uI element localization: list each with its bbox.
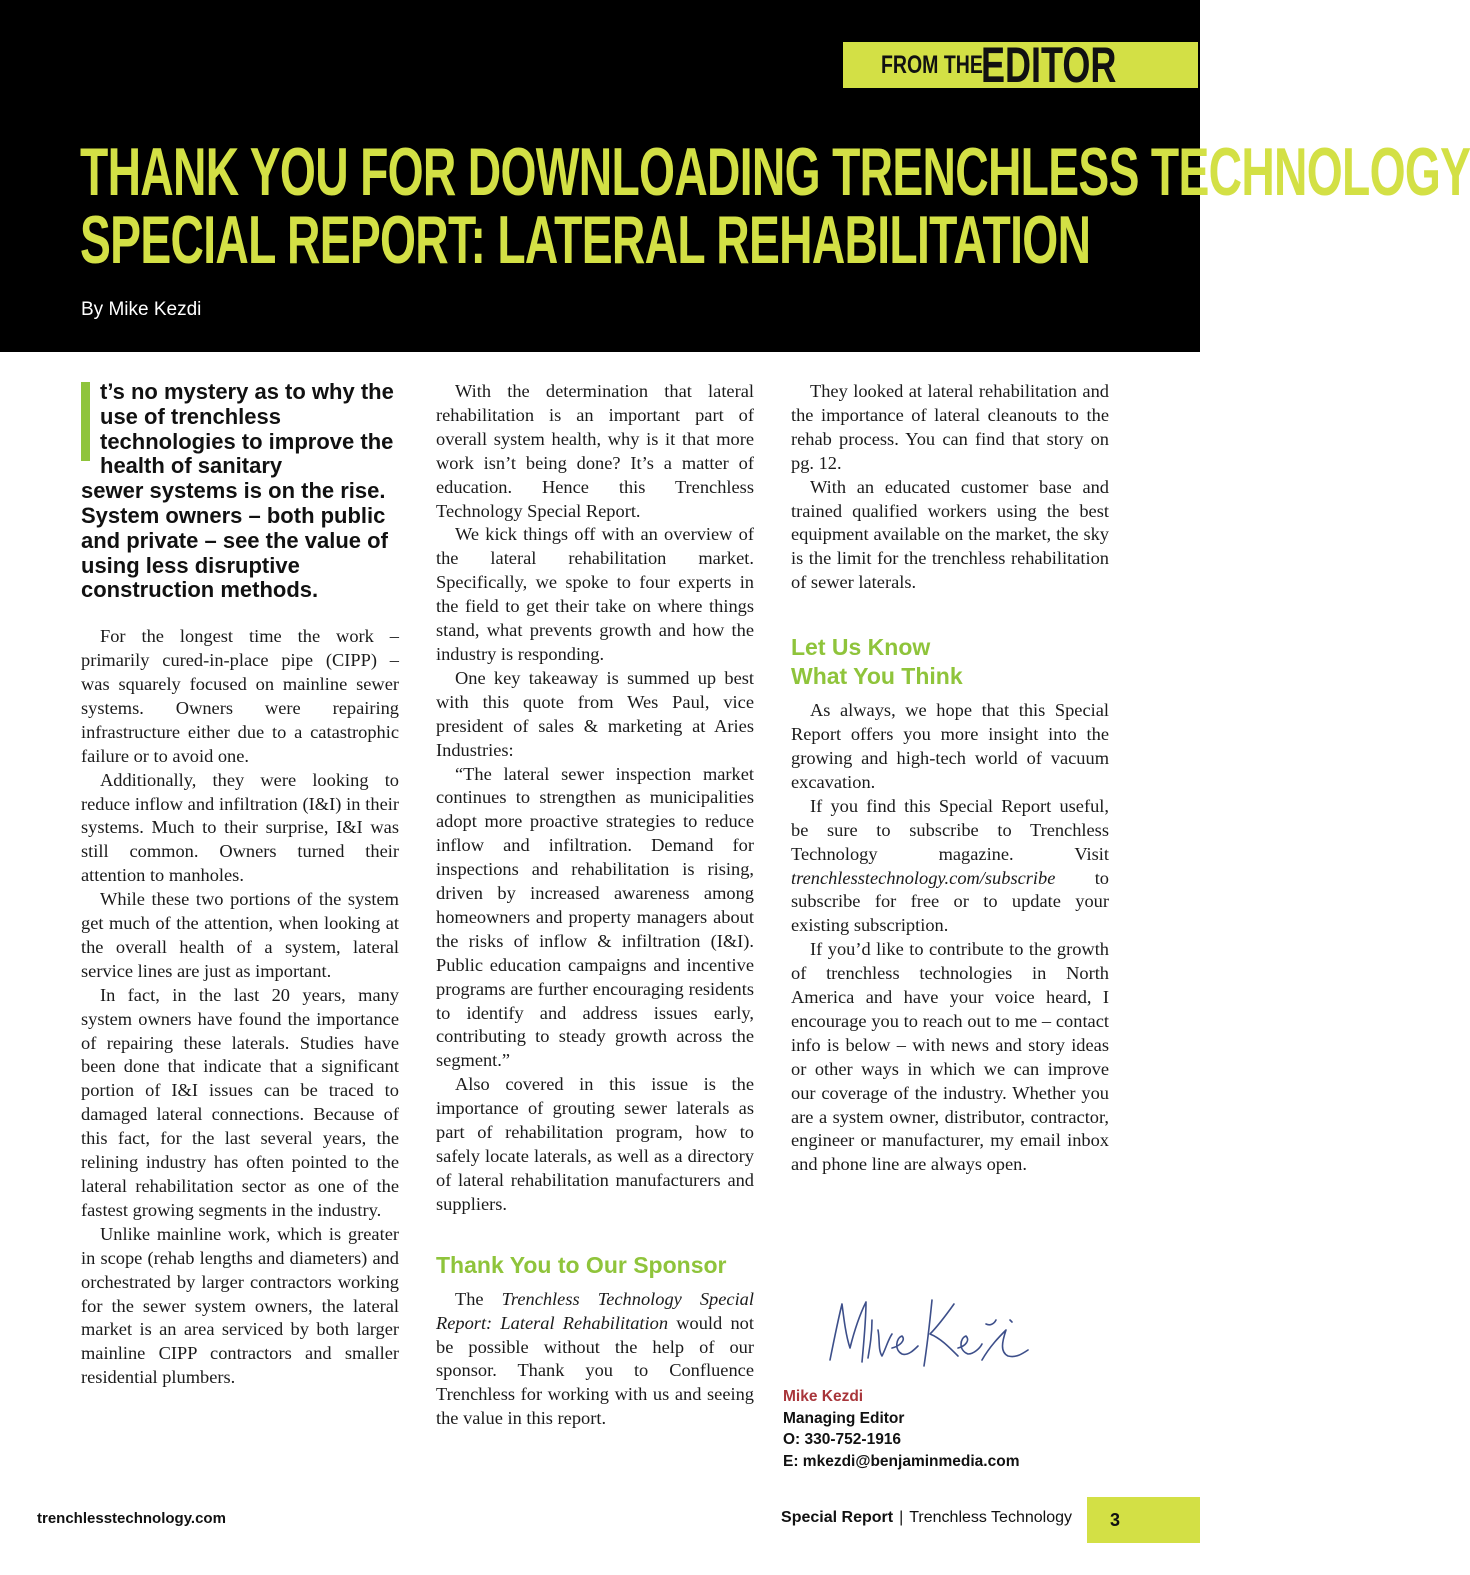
footer-website[interactable]: trenchlesstechnology.com [37,1510,226,1527]
signature-image [822,1290,1032,1380]
subscribe-paragraph [791,795,1109,938]
feedback-heading-line-2: What You Think [791,663,963,690]
page-number: 3 [1109,1509,1120,1530]
editor-phone[interactable]: O: 330-752-1916 [783,1431,902,1448]
editor-email[interactable]: E: mkezdi@benjaminmedia.com [783,1452,1020,1470]
body-paragraph: If you’d like to contribute to the growth of trenchless technologies in North America and have your voice heard, I encourage you to reach out to me – contact info is below – with news and story ideas or other ways in which we can improve our coverage of the industry. Whether you are a system owner, distributor, contractor, engineer or manufacturer, my email inbox and phone line are always open. [791,939,1109,1175]
body-paragraph: They looked at lateral rehabilitation and the importance of lateral cleanouts to the rehab process. You can find that story on pg. 12. [791,381,1109,473]
footer-separator: | [899,1509,904,1526]
headline-line-2: SPECIAL REPORT: LATERAL REHABILITATION [80,202,1091,278]
section-tag [843,37,1198,93]
page-title [80,134,1470,278]
quote-paragraph: “The lateral sewer inspection market continues to strengthen as municipalities adopt more proactive strategies to reduce inflow and infiltration. Demand for inspections and rehabilitation is rising, driven by increased awareness among homeowners and property managers about the risks of inflow & infiltration (I&I). Public education campaigns and incentive programs are further encouraging residents to identify and address issues early, contributing to steady growth across the segment.” [436,763,754,1071]
subscribe-link[interactable]: trenchlesstechnology.com/subscribe [791,867,1056,888]
byline: By Mike Kezdi [81,299,202,320]
body-paragraph: In fact, in the last 20 years, many system owners have found the importance of repairing these laterals. Studies have been done that indicate that a significant portion of I&I issues can be traced to damaged lateral connections. Because of this fact, for the last several years, the relining industry has often pointed to the lateral rehabilitation sector as one of the fastest growing segments in the industry. [81,984,399,1220]
body-paragraph: While these two portions of the system get much of the attention, when looking at the overall health of a system, lateral service lines are just as important. [81,889,399,981]
sponsor-paragraph [436,1288,754,1431]
drop-cap-bar [81,382,90,461]
lede-first-lines: t’s no mystery as to why the use of trenchless technologies to improve the health of sanitary [100,379,394,479]
sponsor-text-start: The [455,1288,502,1309]
body-paragraph: With an educated customer base and trained qualified workers using the best equipment available on the market, the sky is the limit for the trenchless rehabilitation of sewer laterals. [791,476,1109,593]
footer-publication-name: Trenchless Technology [909,1509,1072,1526]
body-paragraph: Unlike mainline work, which is greater in scope (rehab lengths and diameters) and orchestrated by larger contractors working for the sewer system owners, the lateral market is an area serviced by both larger mainline CIPP contractors and smaller residential plumbers. [81,1223,399,1388]
feedback-heading [791,633,1109,691]
sponsor-heading: Thank You to Our Sponsor [436,1251,727,1278]
headline-line-1: THANK YOU FOR DOWNLOADING TRENCHLESS TECHNOLOGY [80,134,1470,210]
subscribe-text-start: If you find this Special Report useful, be sure to subscribe to Trenchless Technology magazine. Visit [791,795,1109,864]
editor-title: Managing Editor [783,1409,905,1427]
editor-name: Mike Kezdi [783,1388,864,1405]
body-paragraph: For the longest time the work – primarily cured-in-place pipe (CIPP) – was squarely focused on mainline sewer systems. Owners were repairing infrastructure either due to a catastrophic failure or to avoid one. [81,626,399,766]
lede-paragraph [81,380,399,603]
header-banner [0,0,1470,352]
body-paragraph: Also covered in this issue is the importance of grouting sewer laterals as part of rehabilitation program, how to safely locate laterals, as well as a directory of lateral rehabilitation manufacturers and suppliers. [436,1074,754,1214]
page-number-box [1087,1497,1200,1543]
body-paragraph: We kick things off with an overview of the lateral rehabilitation market. Specifically, we spoke to four experts in the field to get their take on where things stand, what prevents growth and how the industry is responding. [436,524,754,664]
column-1 [81,380,399,1390]
section-tag-small: FROM THE [881,50,983,79]
column-2 [436,380,754,1431]
body-paragraph: One key takeaway is summed up best with this quote from Wes Paul, vice president of sales & marketing at Aries Industries: [436,667,754,760]
body-paragraph: As always, we hope that this Special Report offers you more insight into the growing and high-tech world of vacuum excavation. [791,700,1109,792]
subscribe-text-end: to subscribe for free or to update your existing subscription. [791,867,1109,936]
feedback-heading-line-1: Let Us Know [791,634,931,661]
contact-block [783,1386,1019,1472]
column-3 [791,380,1109,1177]
sponsor-text-end: would not be possible without the help of our sponsor. Thank you to Confluence Trenchless for working with us and seeing the value in this report. [436,1312,754,1429]
lede-rest: sewer systems is on the rise. System owners – both public and private – see the value of using less disruptive construction methods. [81,478,388,603]
sponsor-report-title: Trenchless Technology Special Report: Lateral Rehabilitation [436,1288,754,1333]
body-paragraph: Additionally, they were looking to reduce inflow and infiltration (I&I) in their systems. Much to their surprise, I&I was still common. Owners turned their attention to manholes. [81,769,399,886]
section-tag-big: EDITOR [981,37,1117,93]
body-paragraph: With the determination that lateral rehabilitation is an important part of overall system health, why is it that more work isn’t being done? It’s a matter of education. Hence this Trenchless Technology Special Report. [436,381,754,521]
footer-publication [781,1509,1072,1527]
footer-report-label: Special Report [781,1509,894,1526]
